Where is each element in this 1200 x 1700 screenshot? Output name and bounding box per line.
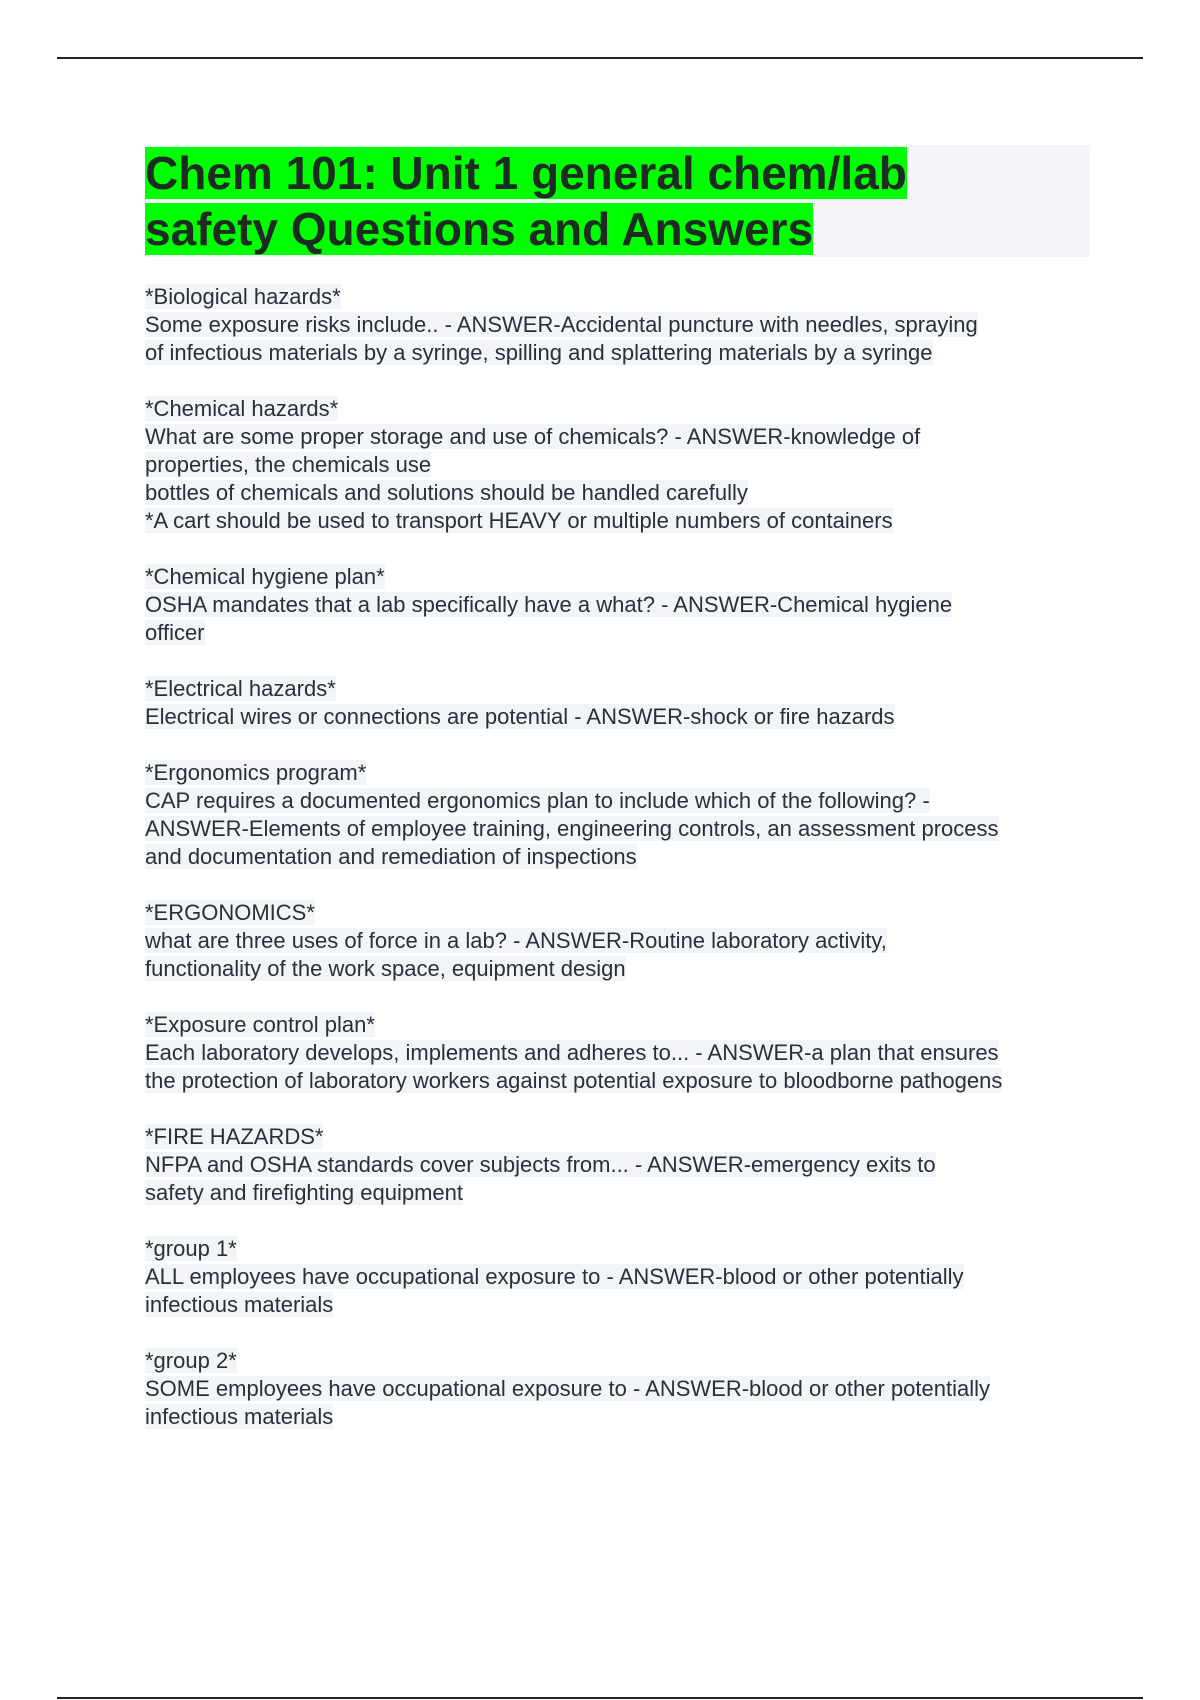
qa-answer-line — [145, 1151, 1090, 1179]
qa-answer-line — [145, 1039, 1090, 1067]
qa-answer-line — [145, 1263, 1090, 1291]
qa-answer-line — [145, 703, 1090, 731]
qa-answer-text: bottles of chemicals and solutions should be handled carefully — [145, 480, 748, 505]
qa-item — [145, 395, 1090, 535]
qa-answer-text: ALL employees have occupational exposure to - ANSWER-blood or other potentially — [145, 1264, 964, 1289]
qa-answer-line — [145, 843, 1090, 871]
qa-heading-text: *group 2* — [145, 1348, 237, 1373]
document-title-block — [145, 145, 1090, 257]
qa-heading — [145, 899, 1090, 927]
qa-answer-text: Each laboratory develops, implements and adheres to... - ANSWER-a plan that ensures — [145, 1040, 999, 1065]
qa-item — [145, 759, 1090, 871]
qa-answer-line — [145, 451, 1090, 479]
qa-answer-text: what are three uses of force in a lab? - ANSWER-Routine laboratory activity, — [145, 928, 887, 953]
qa-answer-text: OSHA mandates that a lab specifically have a what? - ANSWER-Chemical hygiene — [145, 592, 953, 617]
qa-answer-text: Electrical wires or connections are potential - ANSWER-shock or fire hazards — [145, 704, 895, 729]
qa-answer-line — [145, 591, 1090, 619]
qa-answer-line — [145, 1067, 1090, 1095]
qa-answer-text: NFPA and OSHA standards cover subjects from... - ANSWER-emergency exits to — [145, 1152, 936, 1177]
qa-answer-line — [145, 815, 1090, 843]
qa-heading — [145, 283, 1090, 311]
title-line-2: safety Questions and Answers — [145, 203, 814, 255]
qa-answer-text: officer — [145, 620, 205, 645]
qa-heading — [145, 1235, 1090, 1263]
document-body — [145, 145, 1090, 1459]
qa-heading — [145, 1123, 1090, 1151]
qa-answer-text: the protection of laboratory workers against potential exposure to bloodborne pathogens — [145, 1068, 1003, 1093]
qa-answer-line — [145, 311, 1090, 339]
qa-answer-text: of infectious materials by a syringe, spilling and splattering materials by a syringe — [145, 340, 933, 365]
qa-answer-text: SOME employees have occupational exposure to - ANSWER-blood or other potentially — [145, 1376, 990, 1401]
qa-answer-line — [145, 1403, 1090, 1431]
qa-heading-text: *FIRE HAZARDS* — [145, 1124, 324, 1149]
qa-answer-line — [145, 1179, 1090, 1207]
qa-answer-text: infectious materials — [145, 1292, 334, 1317]
qa-heading — [145, 563, 1090, 591]
qa-heading-text: *Electrical hazards* — [145, 676, 336, 701]
document-title — [145, 145, 1090, 257]
qa-heading — [145, 759, 1090, 787]
qa-answer-text: properties, the chemicals use — [145, 452, 432, 477]
qa-answer-line — [145, 507, 1090, 535]
qa-answer-text: and documentation and remediation of inspections — [145, 844, 637, 869]
footer-rule — [57, 1697, 1143, 1699]
qa-answer-text: CAP requires a documented ergonomics plan to include which of the following? - — [145, 788, 930, 813]
qa-heading-text: *Exposure control plan* — [145, 1012, 375, 1037]
header-rule — [57, 57, 1143, 59]
qa-heading — [145, 1347, 1090, 1375]
qa-answer-line — [145, 1375, 1090, 1403]
qa-item — [145, 899, 1090, 983]
qa-answer-line — [145, 479, 1090, 507]
title-line-1: Chem 101: Unit 1 general chem/lab — [145, 147, 907, 199]
qa-answer-text: safety and firefighting equipment — [145, 1180, 463, 1205]
qa-heading-text: *group 1* — [145, 1236, 237, 1261]
qa-item — [145, 1347, 1090, 1431]
qa-heading — [145, 395, 1090, 423]
qa-heading-text: *ERGONOMICS* — [145, 900, 315, 925]
qa-heading-text: *Chemical hazards* — [145, 396, 339, 421]
qa-answer-text: functionality of the work space, equipment design — [145, 956, 626, 981]
qa-answer-line — [145, 927, 1090, 955]
qa-answer-text: ANSWER-Elements of employee training, engineering controls, an assessment process — [145, 816, 999, 841]
qa-answer-line — [145, 955, 1090, 983]
qa-answer-text: Some exposure risks include.. - ANSWER-Accidental puncture with needles, spraying — [145, 312, 978, 337]
qa-item — [145, 1235, 1090, 1319]
qa-item — [145, 675, 1090, 731]
qa-heading — [145, 675, 1090, 703]
qa-answer-line — [145, 339, 1090, 367]
qa-item — [145, 563, 1090, 647]
qa-heading-text: *Biological hazards* — [145, 284, 341, 309]
qa-answer-text: What are some proper storage and use of chemicals? - ANSWER-knowledge of — [145, 424, 921, 449]
qa-answer-line — [145, 423, 1090, 451]
qa-item — [145, 1123, 1090, 1207]
qa-heading-text: *Ergonomics program* — [145, 760, 367, 785]
qa-item — [145, 283, 1090, 367]
qa-answer-line — [145, 787, 1090, 815]
qa-list — [145, 283, 1090, 1431]
qa-heading — [145, 1011, 1090, 1039]
qa-item — [145, 1011, 1090, 1095]
qa-answer-text: infectious materials — [145, 1404, 334, 1429]
qa-answer-text: *A cart should be used to transport HEAVY or multiple numbers of containers — [145, 508, 893, 533]
qa-heading-text: *Chemical hygiene plan* — [145, 564, 385, 589]
qa-answer-line — [145, 619, 1090, 647]
qa-answer-line — [145, 1291, 1090, 1319]
